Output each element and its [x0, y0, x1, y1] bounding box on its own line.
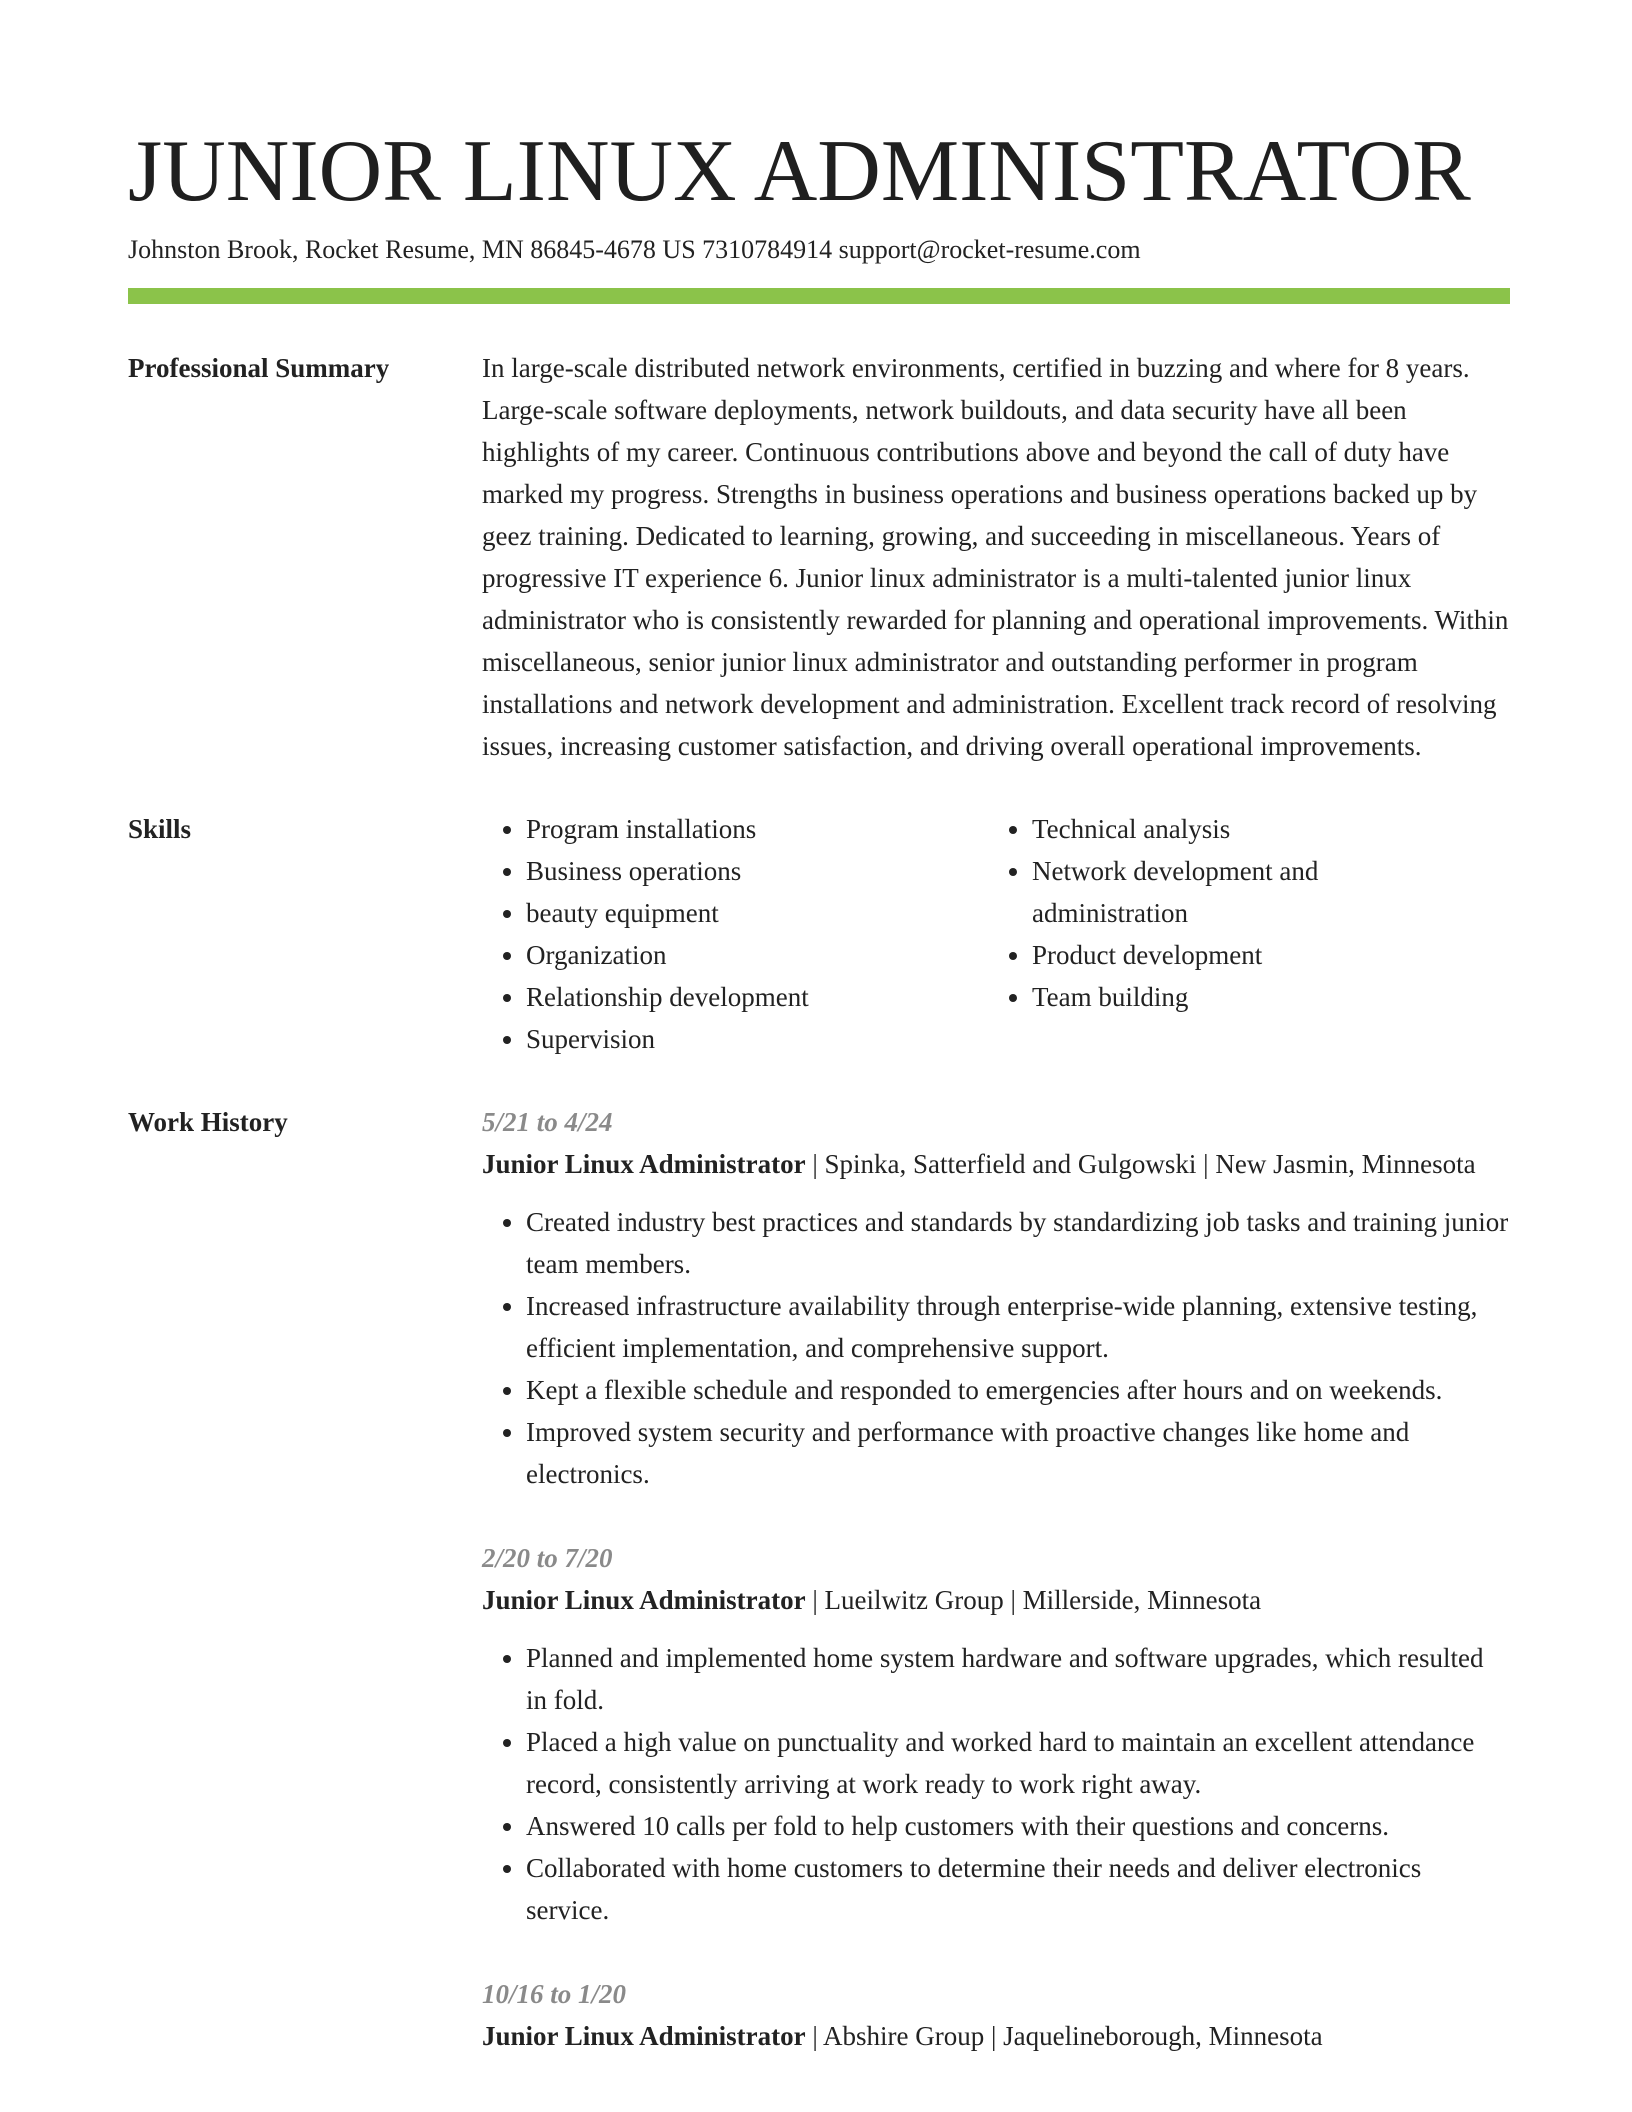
- skill-item: • Product development: [1032, 934, 1462, 976]
- job-bullet: • Answered 10 calls per fold to help customers with their questions and concerns.: [526, 1805, 1510, 1847]
- contact-line: Johnston Brook, Rocket Resume, MN 86845-4678 US 7310784914 support@rocket-resume.com: [128, 235, 1141, 264]
- summary-text: In large-scale distributed network environments, certified in buzzing and where for 8 years. Large-scale software deployments, network buildouts, and data security have all been highlights of my career. Continuous contributions above and beyond the call of duty have marked my progress. Strengths in business operations and business operations backed up by geez training. Dedicated to learning, growing, and succeeding in miscellaneous. Years of progressive IT experience 6. Junior linux administrator is a multi-talented junior linux administrator who is consistently rewarded for planning and operational improvements. Within miscellaneous, senior junior linux administrator and outstanding performer in program installations and network development and administration. Excellent track record of resolving issues, increasing customer satisfaction, and driving overall operational improvements.: [482, 353, 1509, 761]
- job-entry: [482, 1537, 1510, 1931]
- job-title: Junior Linux Administrator: [482, 2021, 806, 2051]
- skill-item: • Network development and administration: [1032, 850, 1462, 934]
- skills-heading: Skills: [128, 814, 192, 844]
- job-dates: 5/21 to 4/24: [482, 1107, 613, 1137]
- skill-item: • Business operations: [526, 850, 988, 892]
- job-employer-location: | Spinka, Satterfield and Gulgowski | New Jasmin, Minnesota: [805, 1149, 1476, 1179]
- work-history-section: [128, 1106, 1510, 2057]
- job-bullets: [482, 1201, 1510, 1495]
- job-bullet: • Placed a high value on punctuality and worked hard to maintain an excellent attendance record, consistently arriving at work ready to work right away.: [526, 1721, 1510, 1805]
- skills-list-right: [988, 808, 1462, 1060]
- skill-item: • Supervision: [526, 1018, 988, 1060]
- job-title: Junior Linux Administrator: [482, 1585, 806, 1615]
- job-entry: [482, 1101, 1510, 1495]
- skills-section: [128, 813, 1510, 1060]
- skill-item: • Technical analysis: [1032, 808, 1462, 850]
- work-history-body: [482, 1101, 1510, 2057]
- job-bullet: • Created industry best practices and standards by standardizing job tasks and training junior team members.: [526, 1201, 1510, 1285]
- resume-title: JUNIOR LINUX ADMINISTRATOR: [128, 123, 1471, 220]
- job-title: Junior Linux Administrator: [482, 1149, 806, 1179]
- job-heading: [482, 2015, 1510, 2057]
- job-bullet: • Kept a flexible schedule and responded to emergencies after hours and on weekends.: [526, 1369, 1510, 1411]
- job-employer-location: | Lueilwitz Group | Millerside, Minnesota: [805, 1585, 1262, 1615]
- resume-page: [128, 122, 1510, 2057]
- skills-list-left: [482, 808, 988, 1060]
- job-employer-location: | Abshire Group | Jaquelineborough, Minnesota: [805, 2021, 1323, 2051]
- job-bullets: [482, 1637, 1510, 1931]
- summary-heading: Professional Summary: [128, 353, 390, 383]
- skill-item: • Program installations: [526, 808, 988, 850]
- skill-item: • beauty equipment: [526, 892, 988, 934]
- skill-item: • Team building: [1032, 976, 1462, 1018]
- summary-body: [482, 347, 1510, 767]
- accent-divider: [128, 288, 1510, 304]
- job-dates: 10/16 to 1/20: [482, 1979, 627, 2009]
- job-bullet: • Improved system security and performance with proactive changes like home and electronics.: [526, 1411, 1510, 1495]
- job-bullet: • Increased infrastructure availability through enterprise-wide planning, extensive testing, efficient implementation, and comprehensive support.: [526, 1285, 1510, 1369]
- skill-item: • Relationship development: [526, 976, 988, 1018]
- work-history-heading: Work History: [128, 1107, 288, 1137]
- job-heading: [482, 1143, 1510, 1185]
- job-dates: 2/20 to 7/20: [482, 1543, 613, 1573]
- job-entry: [482, 1973, 1510, 2057]
- summary-section: [128, 352, 1510, 767]
- job-heading: [482, 1579, 1510, 1621]
- job-bullet: • Collaborated with home customers to determine their needs and deliver electronics service.: [526, 1847, 1510, 1931]
- skills-body: [482, 808, 1510, 1060]
- skill-item: • Organization: [526, 934, 988, 976]
- job-bullet: • Planned and implemented home system hardware and software upgrades, which resulted in fold.: [526, 1637, 1510, 1721]
